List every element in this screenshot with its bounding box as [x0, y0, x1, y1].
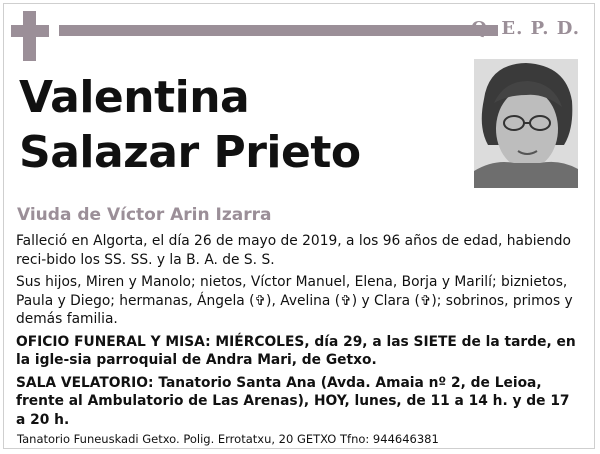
- obituary-body: [16, 232, 582, 433]
- death-paragraph: Falleció en Algorta, el día 26 de mayo de 2019, a los 96 años de edad, habiendo reci-bido los SS. SS. y la B. A. de S. S.: [16, 233, 571, 268]
- cross-icon: [11, 11, 49, 61]
- header-bar: [59, 25, 498, 36]
- qepd-label: Q. E. P. D.: [471, 18, 580, 39]
- deceased-name: [19, 70, 361, 180]
- funeral-paragraph: OFICIO FUNERAL Y MISA: MIÉRCOLES, día 29, a las SIETE de la tarde, en la igle-sia parroquial de Andra Mari, de Getxo.: [16, 333, 576, 368]
- wake-paragraph: SALA VELATORIO: Tanatorio Santa Ana (Avda. Amaia nº 2, de Leioa, frente al Ambulatorio de Las Arenas), HOY, lunes, de 11 a 14 h. y de 17 a 20 h.: [16, 374, 570, 428]
- widow-of-line: Viuda de Víctor Arin Izarra: [17, 205, 272, 225]
- name-line-1: Valentina: [19, 72, 250, 123]
- portrait-photo: [474, 59, 578, 188]
- funeral-home-footer: Tanatorio Funeuskadi Getxo. Polig. Errotatxu, 20 GETXO Tfno: 944646381: [17, 432, 439, 446]
- family-paragraph: Sus hijos, Miren y Manolo; nietos, Víctor Manuel, Elena, Borja y Marilí; biznietos, Paula y Diego; hermanas, Ángela (✞), Avelina (✞) y Clara (✞); sobrinos, primos y demás familia.: [16, 274, 573, 327]
- name-line-2: Salazar Prieto: [19, 127, 361, 178]
- portrait-illustration: [474, 59, 578, 188]
